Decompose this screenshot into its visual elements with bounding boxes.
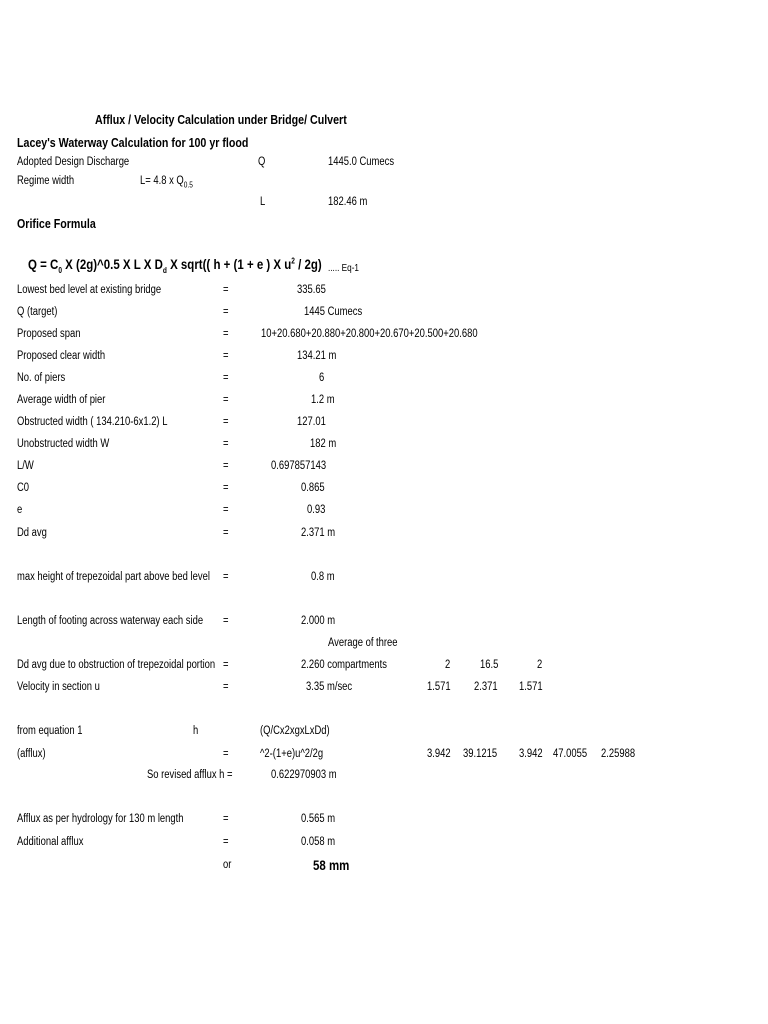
row-value: 2.371 m — [301, 527, 336, 539]
footing-length-equals: = — [223, 615, 229, 627]
row-label: L/W — [17, 460, 34, 472]
row-value: 127.01 — [297, 416, 326, 428]
velocity-c3: 1.571 — [519, 681, 543, 693]
row-label: Obstructed width ( 134.210-6x1.2) L — [17, 416, 168, 428]
row-value: 0.697857143 — [271, 460, 327, 472]
velocity-label: Velocity in section u — [17, 681, 100, 693]
regime-width-label: Regime width — [17, 175, 75, 187]
equation-expr-1: (Q/Cx2xgxLxDd) — [260, 725, 330, 737]
row-label: C0 — [17, 482, 30, 494]
row-value: 134.21 m — [297, 350, 337, 362]
velocity-value: 3.35 m/sec — [306, 681, 353, 693]
h-symbol: h — [193, 725, 199, 737]
row-value: 6 — [319, 372, 325, 384]
or-label: or — [223, 859, 232, 871]
row-value: 0.93 — [307, 504, 326, 516]
equation-n4: 47.0055 — [553, 748, 588, 760]
row-label: No. of piers — [17, 372, 66, 384]
velocity-equals: = — [223, 681, 229, 693]
design-discharge-value: 1445.0 Cumecs — [328, 156, 395, 168]
row-equals: = — [223, 394, 229, 406]
dd-trapezoidal-value: 2.260 compartments — [301, 659, 387, 671]
document-title: Afflux / Velocity Calculation under Bridge/ Culvert — [95, 112, 347, 127]
max-height-label: max height of trepezoidal part above bed level — [17, 571, 210, 583]
footing-length-value: 2.000 m — [301, 615, 336, 627]
row-label: e — [17, 504, 23, 516]
equation-n1: 3.942 — [427, 748, 451, 760]
final-afflux-mm: 58 mm — [313, 857, 350, 873]
additional-afflux-value: 0.058 m — [301, 836, 336, 848]
row-label: Dd avg — [17, 527, 47, 539]
additional-afflux-equals: = — [223, 836, 229, 848]
orifice-formula: $Q = C_0$ X (2g)^0.5 X L X $D_d$ X sqrt(( h + (1 + e ) X $u^2 / 2g$) — [28, 256, 322, 275]
row-value: 0.865 — [301, 482, 325, 494]
revised-afflux-label: So revised afflux h = — [147, 769, 233, 781]
from-equation-label: from equation 1 — [17, 725, 83, 737]
row-value: 1.2 m — [311, 394, 335, 406]
row-label: Average width of pier — [17, 394, 106, 406]
equation-n5: 2.25988 — [601, 748, 636, 760]
row-label: Q (target) — [17, 306, 58, 318]
row-value: 10+20.680+20.880+20.800+20.670+20.500+20.680 — [261, 328, 478, 340]
afflux-hydrology-equals: = — [223, 813, 229, 825]
row-label: Proposed clear width — [17, 350, 106, 362]
equation-expr-2: ^2-(1+e)u^2/2g — [260, 748, 324, 760]
row-equals: = — [223, 284, 229, 296]
row-equals: = — [223, 306, 229, 318]
row-equals: = — [223, 350, 229, 362]
afflux-hydrology-label: Afflux as per hydrology for 130 m length — [17, 813, 184, 825]
max-height-equals: = — [223, 571, 229, 583]
row-equals: = — [223, 527, 229, 539]
equation-n2: 39.1215 — [463, 748, 498, 760]
regime-width-symbol: L — [260, 196, 266, 208]
row-label: Unobstructed width W — [17, 438, 110, 450]
max-height-value: 0.8 m — [311, 571, 335, 583]
equation-n3: 3.942 — [519, 748, 543, 760]
footing-length-label: Length of footing across waterway each side — [17, 615, 204, 627]
average-of-three-note: Average of three — [328, 637, 398, 649]
dd-trapezoidal-equals: = — [223, 659, 229, 671]
additional-afflux-label: Additional afflux — [17, 836, 84, 848]
design-discharge-symbol: Q — [258, 156, 266, 168]
row-value: 1445 Cumecs — [304, 306, 363, 318]
equation-reference: ..... Eq-1 — [328, 263, 359, 274]
afflux-hydrology-value: 0.565 m — [301, 813, 336, 825]
row-equals: = — [223, 504, 229, 516]
revised-afflux-value: 0.622970903 m — [271, 769, 337, 781]
row-label: Lowest bed level at existing bridge — [17, 284, 162, 296]
row-equals: = — [223, 372, 229, 384]
compartment-1: 2 — [445, 659, 451, 671]
velocity-c2: 2.371 — [474, 681, 498, 693]
lacey-heading: Lacey's Waterway Calculation for 100 yr flood — [17, 135, 249, 150]
row-equals: = — [223, 482, 229, 494]
row-value: 335.65 — [297, 284, 326, 296]
dd-trapezoidal-label: Dd avg due to obstruction of trepezoidal portion — [17, 659, 216, 671]
compartment-2: 16.5 — [480, 659, 499, 671]
row-equals: = — [223, 460, 229, 472]
row-equals: = — [223, 438, 229, 450]
regime-width-value: 182.46 m — [328, 196, 368, 208]
row-label: Proposed span — [17, 328, 81, 340]
compartment-3: 2 — [537, 659, 543, 671]
regime-width-formula: L= 4.8 x $Q_{0.5}$ — [140, 175, 193, 190]
orifice-heading: Orifice Formula — [17, 216, 96, 231]
row-equals: = — [223, 328, 229, 340]
afflux-equals: = — [223, 748, 229, 760]
velocity-c1: 1.571 — [427, 681, 451, 693]
row-equals: = — [223, 416, 229, 428]
design-discharge-label: Adopted Design Discharge — [17, 156, 130, 168]
row-value: 182 m — [310, 438, 337, 450]
afflux-label: (afflux) — [17, 748, 46, 760]
